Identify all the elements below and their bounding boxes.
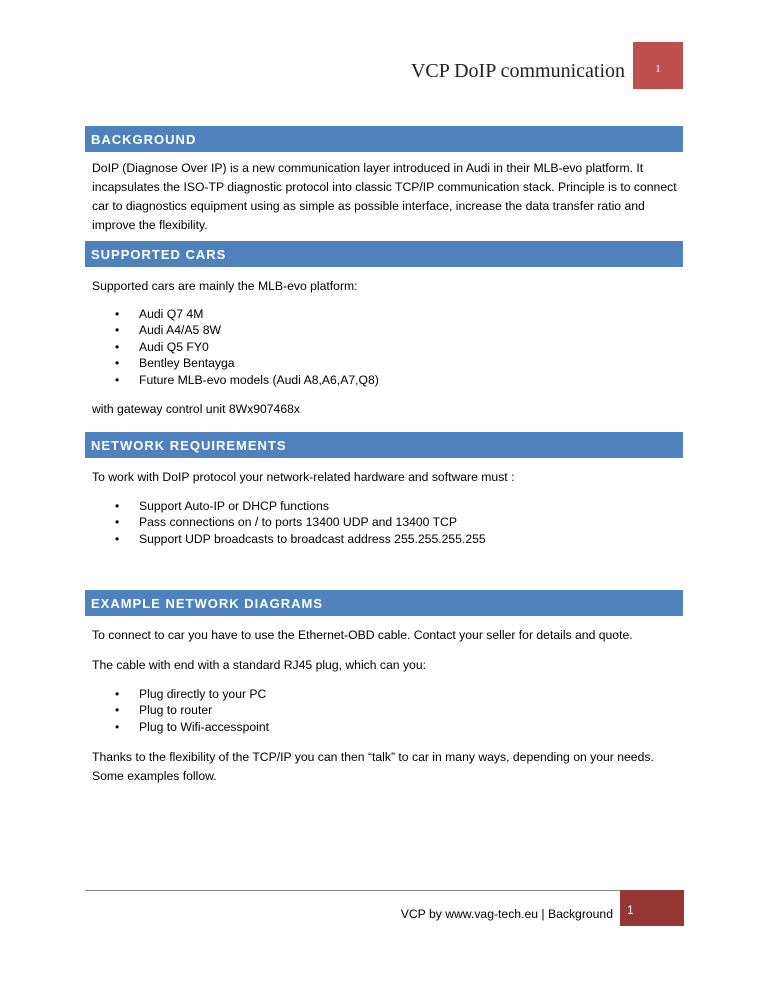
network-requirements-intro: To work with DoIP protocol your network-related hardware and software must : <box>92 470 515 484</box>
footer-page-number <box>620 890 684 926</box>
list-item: • Pass connections on / to ports 13400 UDP and 13400 TCP <box>115 514 486 530</box>
example-diagrams-paragraph-3: Thanks to the flexibility of the TCP/IP you can then “talk” to car in many ways, depending on your needs. Some examples follow. <box>92 750 654 783</box>
list-item: • Plug to router <box>115 702 269 718</box>
supported-cars-list <box>115 306 379 388</box>
supported-cars-outro: with gateway control unit 8Wx907468x <box>92 402 300 416</box>
document-header-title: VCP DoIP communication <box>410 60 625 82</box>
list-item: • Future MLB-evo models (Audi A8,A6,A7,Q8) <box>115 372 379 388</box>
network-requirements-list <box>115 498 486 547</box>
list-item: • Audi Q7 4M <box>115 306 379 322</box>
section-heading-example-diagrams: EXAMPLE NETWORK DIAGRAMS <box>85 590 683 616</box>
list-item: • Plug directly to your PC <box>115 686 269 702</box>
section-heading-network-requirements: NETWORK REQUIREMENTS <box>85 432 683 458</box>
example-diagrams-paragraph-1: To connect to car you have to use the Ethernet-OBD cable. Contact your seller for details and quote. <box>92 628 633 642</box>
example-diagrams-list <box>115 686 269 735</box>
list-item: • Plug to Wifi-accesspoint <box>115 719 269 735</box>
footer-divider <box>85 890 625 891</box>
background-paragraph: DoIP (Diagnose Over IP) is a new communication layer introduced in Audi in their MLB-evo platform. It incapsulates the ISO-TP diagnostic protocol into classic TCP/IP communication stack. Principle is to connect car to diagnostics equipment using as simple as possible interface, increase the data transfer ratio and improve the flexibility. <box>92 161 677 232</box>
example-diagrams-paragraph-2: The cable with end with a standard RJ45 plug, which can you: <box>92 658 426 672</box>
list-item: • Support UDP broadcasts to broadcast address 255.255.255.255 <box>115 531 486 547</box>
supported-cars-intro: Supported cars are mainly the MLB-evo platform: <box>92 279 358 293</box>
header-page-number <box>633 42 683 89</box>
footer-page-number-label: 1 <box>627 903 634 917</box>
list-item: • Audi Q5 FY0 <box>115 339 379 355</box>
header-page-number-label: 1 <box>655 63 661 75</box>
list-item: • Audi A4/A5 8W <box>115 322 379 338</box>
list-item: • Support Auto-IP or DHCP functions <box>115 498 486 514</box>
section-heading-supported-cars: SUPPORTED CARS <box>85 241 683 267</box>
list-item: • Bentley Bentayga <box>115 355 379 371</box>
footer-text: VCP by www.vag-tech.eu | Background <box>400 907 613 921</box>
section-heading-background: BACKGROUND <box>85 126 683 152</box>
